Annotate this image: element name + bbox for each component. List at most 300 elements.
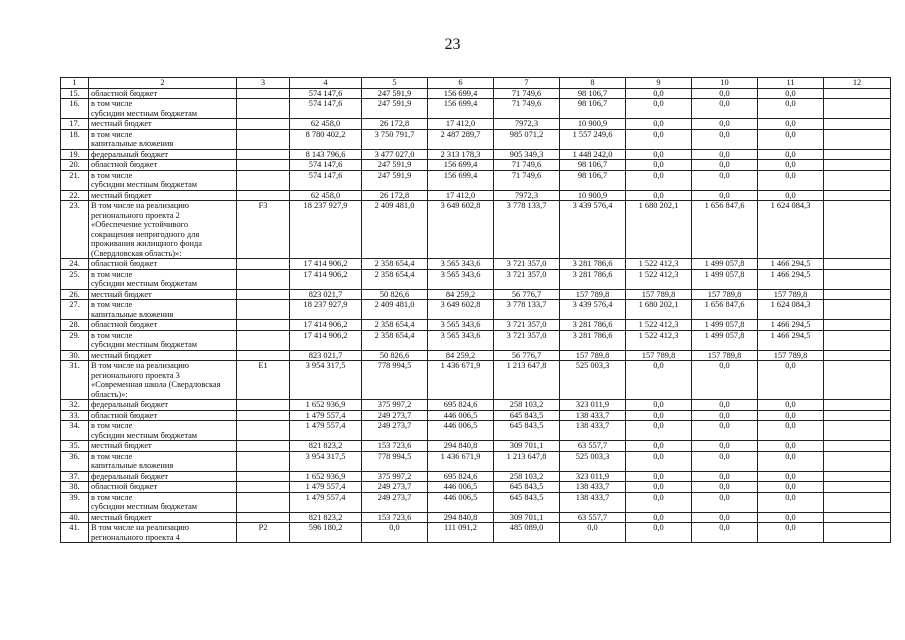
row-value: 3 281 786,6 bbox=[560, 269, 626, 289]
row-value bbox=[824, 289, 891, 300]
row-value: 0,0 bbox=[692, 129, 758, 149]
row-code bbox=[237, 149, 290, 160]
row-value: 258 103,2 bbox=[494, 471, 560, 482]
row-number: 16. bbox=[61, 99, 89, 119]
row-value: 17 414 906,2 bbox=[290, 269, 362, 289]
row-value: 2 487 289,7 bbox=[428, 129, 494, 149]
row-value: 7972,3 bbox=[494, 119, 560, 130]
row-value: 2 409 481,0 bbox=[362, 201, 428, 259]
row-number: 17. bbox=[61, 119, 89, 130]
row-value: 3 565 343,6 bbox=[428, 259, 494, 270]
row-value bbox=[824, 523, 891, 543]
row-value: 0,0 bbox=[626, 190, 692, 201]
row-value bbox=[824, 361, 891, 400]
row-value: 0,0 bbox=[626, 129, 692, 149]
row-value: 157 789,8 bbox=[758, 350, 824, 361]
row-value: 1 522 412,3 bbox=[626, 259, 692, 270]
row-value: 157 789,8 bbox=[626, 350, 692, 361]
row-value: 111 091,2 bbox=[428, 523, 494, 543]
row-value: 0,0 bbox=[626, 441, 692, 452]
row-value: 985 071,2 bbox=[494, 129, 560, 149]
row-value: 0,0 bbox=[758, 441, 824, 452]
row-value: 2 409 481,0 bbox=[362, 300, 428, 320]
row-label: в том числе субсидии местным бюджетам bbox=[89, 170, 237, 190]
row-number: 23. bbox=[61, 201, 89, 259]
row-value: 3 954 317,5 bbox=[290, 451, 362, 471]
row-value: 1 466 294,5 bbox=[758, 320, 824, 331]
table-row bbox=[61, 201, 891, 259]
row-value: 1 479 557,4 bbox=[290, 482, 362, 493]
budget-table bbox=[60, 77, 891, 543]
row-value: 247 591,9 bbox=[362, 99, 428, 119]
row-label: областной бюджет bbox=[89, 160, 237, 171]
row-value: 0,0 bbox=[692, 492, 758, 512]
row-value: 3 721 357,0 bbox=[494, 259, 560, 270]
row-number: 33. bbox=[61, 410, 89, 421]
row-value: 63 557,7 bbox=[560, 512, 626, 523]
row-value: 157 789,8 bbox=[560, 350, 626, 361]
row-value: 905 349,3 bbox=[494, 149, 560, 160]
table-row bbox=[61, 421, 891, 441]
row-value: 0,0 bbox=[758, 451, 824, 471]
row-value: 375 997,2 bbox=[362, 471, 428, 482]
row-value: 0,0 bbox=[692, 523, 758, 543]
row-value: 525 003,3 bbox=[560, 451, 626, 471]
row-value: 525 003,3 bbox=[560, 361, 626, 400]
row-value: 778 994,5 bbox=[362, 361, 428, 400]
row-value: 1 680 202,1 bbox=[626, 201, 692, 259]
row-value: 1 557 249,6 bbox=[560, 129, 626, 149]
row-value: 153 723,6 bbox=[362, 512, 428, 523]
row-value: 71 749,6 bbox=[494, 88, 560, 99]
row-value: 247 591,9 bbox=[362, 88, 428, 99]
row-value: 8 780 402,2 bbox=[290, 129, 362, 149]
row-number: 27. bbox=[61, 300, 89, 320]
row-value: 2 313 178,3 bbox=[428, 149, 494, 160]
row-value: 249 273,7 bbox=[362, 421, 428, 441]
column-header: 3 bbox=[237, 78, 290, 89]
row-number: 28. bbox=[61, 320, 89, 331]
table-row bbox=[61, 190, 891, 201]
row-value: 0,0 bbox=[758, 523, 824, 543]
row-value bbox=[824, 190, 891, 201]
row-value: 323 011,9 bbox=[560, 400, 626, 411]
row-value: 157 789,8 bbox=[560, 289, 626, 300]
row-value: 17 414 906,2 bbox=[290, 320, 362, 331]
row-label: местный бюджет bbox=[89, 190, 237, 201]
row-value: 0,0 bbox=[758, 492, 824, 512]
row-value: 84 259,2 bbox=[428, 289, 494, 300]
row-value: 56 776,7 bbox=[494, 350, 560, 361]
row-value: 0,0 bbox=[758, 129, 824, 149]
table-row bbox=[61, 160, 891, 171]
row-value: 1 479 557,4 bbox=[290, 492, 362, 512]
row-value: 574 147,6 bbox=[290, 170, 362, 190]
row-number: 37. bbox=[61, 471, 89, 482]
row-value: 821 823,2 bbox=[290, 441, 362, 452]
row-value: 17 412,0 bbox=[428, 119, 494, 130]
column-header: 10 bbox=[692, 78, 758, 89]
row-value: 157 789,8 bbox=[692, 289, 758, 300]
table-row bbox=[61, 512, 891, 523]
row-value bbox=[824, 451, 891, 471]
row-code bbox=[237, 492, 290, 512]
row-value bbox=[824, 512, 891, 523]
row-value: 1 624 084,3 bbox=[758, 300, 824, 320]
row-number: 31. bbox=[61, 361, 89, 400]
row-code bbox=[237, 190, 290, 201]
row-value: 84 259,2 bbox=[428, 350, 494, 361]
row-label: в том числе субсидии местным бюджетам bbox=[89, 99, 237, 119]
table-row bbox=[61, 361, 891, 400]
row-value: 98 106,7 bbox=[560, 170, 626, 190]
row-code bbox=[237, 451, 290, 471]
table-row bbox=[61, 289, 891, 300]
row-code: E1 bbox=[237, 361, 290, 400]
row-value: 156 699,4 bbox=[428, 160, 494, 171]
row-value: 3 954 317,5 bbox=[290, 361, 362, 400]
row-value: 0,0 bbox=[626, 471, 692, 482]
table-row bbox=[61, 523, 891, 543]
row-code bbox=[237, 482, 290, 493]
row-value: 1 656 847,6 bbox=[692, 300, 758, 320]
row-value: 1 499 057,8 bbox=[692, 269, 758, 289]
row-value: 50 826,6 bbox=[362, 289, 428, 300]
row-value: 0,0 bbox=[692, 410, 758, 421]
row-value bbox=[824, 300, 891, 320]
column-header: 7 bbox=[494, 78, 560, 89]
row-value: 138 433,7 bbox=[560, 421, 626, 441]
row-value: 1 213 647,8 bbox=[494, 361, 560, 400]
row-value: 645 843,5 bbox=[494, 410, 560, 421]
row-value: 0,0 bbox=[692, 149, 758, 160]
row-label: В том числе на реализацию регионального проекта 2 «Обеспечение устойчивого сокращения непригодного для проживания жилищного фонда (Свердловская область)»: bbox=[89, 201, 237, 259]
row-label: в том числе капитальные вложения bbox=[89, 129, 237, 149]
row-value: 62 458,0 bbox=[290, 119, 362, 130]
table-row bbox=[61, 119, 891, 130]
row-value: 3 778 133,7 bbox=[494, 300, 560, 320]
row-value bbox=[824, 88, 891, 99]
row-value: 0,0 bbox=[626, 149, 692, 160]
row-code bbox=[237, 289, 290, 300]
row-value: 294 840,8 bbox=[428, 512, 494, 523]
row-value: 3 721 357,0 bbox=[494, 320, 560, 331]
row-value: 446 006,5 bbox=[428, 410, 494, 421]
row-value: 645 843,5 bbox=[494, 421, 560, 441]
row-value: 17 412,0 bbox=[428, 190, 494, 201]
row-code bbox=[237, 160, 290, 171]
row-code bbox=[237, 119, 290, 130]
page-number: 23 bbox=[444, 36, 461, 53]
row-value: 0,0 bbox=[758, 410, 824, 421]
row-value: 247 591,9 bbox=[362, 170, 428, 190]
row-value: 0,0 bbox=[692, 512, 758, 523]
row-value: 645 843,5 bbox=[494, 482, 560, 493]
row-value: 1 499 057,8 bbox=[692, 259, 758, 270]
row-value: 17 414 906,2 bbox=[290, 259, 362, 270]
row-value: 0,0 bbox=[758, 190, 824, 201]
row-value: 0,0 bbox=[758, 149, 824, 160]
table-row bbox=[61, 300, 891, 320]
row-code bbox=[237, 512, 290, 523]
row-code bbox=[237, 441, 290, 452]
row-value: 1 652 936,9 bbox=[290, 400, 362, 411]
row-code bbox=[237, 400, 290, 411]
row-value: 1 466 294,5 bbox=[758, 269, 824, 289]
row-value: 26 172,8 bbox=[362, 190, 428, 201]
row-value bbox=[824, 441, 891, 452]
table-row bbox=[61, 400, 891, 411]
row-value: 156 699,4 bbox=[428, 170, 494, 190]
row-value: 0,0 bbox=[626, 523, 692, 543]
row-number: 21. bbox=[61, 170, 89, 190]
row-number: 36. bbox=[61, 451, 89, 471]
column-header: 12 bbox=[824, 78, 891, 89]
row-number: 18. bbox=[61, 129, 89, 149]
row-number: 24. bbox=[61, 259, 89, 270]
row-value: 3 439 576,4 bbox=[560, 201, 626, 259]
row-label: местный бюджет bbox=[89, 350, 237, 361]
row-code bbox=[237, 350, 290, 361]
row-code bbox=[237, 471, 290, 482]
row-label: в том числе капитальные вложения bbox=[89, 300, 237, 320]
row-label: В том числе на реализацию регионального проекта 4 bbox=[89, 523, 237, 543]
header-row bbox=[61, 78, 891, 89]
row-value: 446 006,5 bbox=[428, 482, 494, 493]
row-value: 1 522 412,3 bbox=[626, 330, 692, 350]
row-value: 695 824,6 bbox=[428, 471, 494, 482]
row-value: 0,0 bbox=[758, 99, 824, 119]
column-header: 6 bbox=[428, 78, 494, 89]
row-value: 695 824,6 bbox=[428, 400, 494, 411]
column-header: 5 bbox=[362, 78, 428, 89]
row-value: 0,0 bbox=[692, 441, 758, 452]
row-value: 98 106,7 bbox=[560, 160, 626, 171]
table-row bbox=[61, 269, 891, 289]
row-value: 249 273,7 bbox=[362, 410, 428, 421]
row-value: 1 448 242,0 bbox=[560, 149, 626, 160]
row-value: 3 477 027,0 bbox=[362, 149, 428, 160]
row-value bbox=[824, 259, 891, 270]
row-value bbox=[824, 400, 891, 411]
row-label: федеральный бюджет bbox=[89, 149, 237, 160]
row-value: 0,0 bbox=[758, 400, 824, 411]
row-label: федеральный бюджет bbox=[89, 471, 237, 482]
row-value: 0,0 bbox=[692, 361, 758, 400]
row-value: 2 358 654,4 bbox=[362, 269, 428, 289]
row-value: 0,0 bbox=[692, 451, 758, 471]
row-value: 3 281 786,6 bbox=[560, 320, 626, 331]
row-value bbox=[824, 320, 891, 331]
row-value: 0,0 bbox=[692, 160, 758, 171]
row-value: 1 436 671,9 bbox=[428, 361, 494, 400]
row-number: 19. bbox=[61, 149, 89, 160]
row-value: 446 006,5 bbox=[428, 421, 494, 441]
table-row bbox=[61, 451, 891, 471]
row-value: 1 466 294,5 bbox=[758, 330, 824, 350]
row-code bbox=[237, 269, 290, 289]
row-code bbox=[237, 421, 290, 441]
row-value: 0,0 bbox=[758, 119, 824, 130]
table-row bbox=[61, 259, 891, 270]
row-value bbox=[824, 410, 891, 421]
row-value: 18 237 927,9 bbox=[290, 201, 362, 259]
row-number: 29. bbox=[61, 330, 89, 350]
row-value: 1 479 557,4 bbox=[290, 410, 362, 421]
row-value: 3 750 791,7 bbox=[362, 129, 428, 149]
row-value: 0,0 bbox=[626, 482, 692, 493]
row-code bbox=[237, 99, 290, 119]
row-value: 0,0 bbox=[626, 99, 692, 119]
row-value: 0,0 bbox=[626, 361, 692, 400]
row-number: 34. bbox=[61, 421, 89, 441]
row-value: 0,0 bbox=[626, 410, 692, 421]
row-value: 157 789,8 bbox=[626, 289, 692, 300]
row-value: 3 721 357,0 bbox=[494, 330, 560, 350]
row-value: 2 358 654,4 bbox=[362, 330, 428, 350]
table-row bbox=[61, 330, 891, 350]
row-value: 17 414 906,2 bbox=[290, 330, 362, 350]
row-value: 3 565 343,6 bbox=[428, 320, 494, 331]
row-value: 62 458,0 bbox=[290, 190, 362, 201]
row-label: в том числе субсидии местным бюджетам bbox=[89, 269, 237, 289]
row-value: 0,0 bbox=[692, 471, 758, 482]
row-number: 40. bbox=[61, 512, 89, 523]
column-header: 11 bbox=[758, 78, 824, 89]
row-number: 32. bbox=[61, 400, 89, 411]
row-label: областной бюджет bbox=[89, 410, 237, 421]
row-value bbox=[824, 129, 891, 149]
row-value: 63 557,7 bbox=[560, 441, 626, 452]
row-value bbox=[824, 99, 891, 119]
row-value: 26 172,8 bbox=[362, 119, 428, 130]
row-value: 0,0 bbox=[692, 88, 758, 99]
column-header: 2 bbox=[89, 78, 237, 89]
row-value: 2 358 654,4 bbox=[362, 259, 428, 270]
row-value: 0,0 bbox=[626, 170, 692, 190]
row-label: в том числе субсидии местным бюджетам bbox=[89, 421, 237, 441]
row-value: 574 147,6 bbox=[290, 160, 362, 171]
row-value: 153 723,6 bbox=[362, 441, 428, 452]
row-value: 1 479 557,4 bbox=[290, 421, 362, 441]
row-value bbox=[824, 201, 891, 259]
row-value: 0,0 bbox=[362, 523, 428, 543]
row-number: 41. bbox=[61, 523, 89, 543]
row-value: 3 778 133,7 bbox=[494, 201, 560, 259]
row-number: 35. bbox=[61, 441, 89, 452]
row-number: 39. bbox=[61, 492, 89, 512]
row-number: 25. bbox=[61, 269, 89, 289]
row-code bbox=[237, 410, 290, 421]
row-value: 157 789,8 bbox=[692, 350, 758, 361]
row-value bbox=[824, 471, 891, 482]
row-value: 0,0 bbox=[758, 421, 824, 441]
row-code bbox=[237, 259, 290, 270]
row-value: 0,0 bbox=[758, 512, 824, 523]
row-value: 778 994,5 bbox=[362, 451, 428, 471]
row-value bbox=[824, 170, 891, 190]
row-value: 10 900,9 bbox=[560, 119, 626, 130]
table-row bbox=[61, 441, 891, 452]
row-code bbox=[237, 129, 290, 149]
row-number: 30. bbox=[61, 350, 89, 361]
row-value: 485 089,0 bbox=[494, 523, 560, 543]
row-value: 1 624 084,3 bbox=[758, 201, 824, 259]
row-value: 3 721 357,0 bbox=[494, 269, 560, 289]
table-row bbox=[61, 320, 891, 331]
row-value: 309 701,1 bbox=[494, 441, 560, 452]
row-value: 0,0 bbox=[626, 451, 692, 471]
row-value: 0,0 bbox=[692, 170, 758, 190]
row-value: 7972,3 bbox=[494, 190, 560, 201]
row-value bbox=[824, 421, 891, 441]
row-value: 2 358 654,4 bbox=[362, 320, 428, 331]
table-row bbox=[61, 88, 891, 99]
row-value: 3 649 602,8 bbox=[428, 201, 494, 259]
row-value: 0,0 bbox=[692, 99, 758, 119]
row-value: 823 021,7 bbox=[290, 289, 362, 300]
row-value: 98 106,7 bbox=[560, 88, 626, 99]
table-row bbox=[61, 350, 891, 361]
row-code bbox=[237, 88, 290, 99]
row-value: 0,0 bbox=[692, 400, 758, 411]
row-value bbox=[824, 330, 891, 350]
column-header: 8 bbox=[560, 78, 626, 89]
row-value bbox=[824, 350, 891, 361]
table-row bbox=[61, 471, 891, 482]
row-label: местный бюджет bbox=[89, 119, 237, 130]
row-value: 1 656 847,6 bbox=[692, 201, 758, 259]
row-value: 1 680 202,1 bbox=[626, 300, 692, 320]
table-row bbox=[61, 170, 891, 190]
row-number: 38. bbox=[61, 482, 89, 493]
row-value: 0,0 bbox=[692, 119, 758, 130]
table-row bbox=[61, 149, 891, 160]
row-value: 1 466 294,5 bbox=[758, 259, 824, 270]
table-row bbox=[61, 492, 891, 512]
row-label: в том числе капитальные вложения bbox=[89, 451, 237, 471]
row-value: 156 699,4 bbox=[428, 99, 494, 119]
row-value: 258 103,2 bbox=[494, 400, 560, 411]
row-value: 8 143 796,6 bbox=[290, 149, 362, 160]
row-value: 821 823,2 bbox=[290, 512, 362, 523]
row-value: 1 522 412,3 bbox=[626, 320, 692, 331]
row-label: областной бюджет bbox=[89, 482, 237, 493]
row-value: 1 436 671,9 bbox=[428, 451, 494, 471]
row-value: 157 789,8 bbox=[758, 289, 824, 300]
row-value bbox=[824, 492, 891, 512]
table-row bbox=[61, 410, 891, 421]
row-value: 0,0 bbox=[692, 482, 758, 493]
row-code: P2 bbox=[237, 523, 290, 543]
row-value: 138 433,7 bbox=[560, 482, 626, 493]
row-value: 309 701,1 bbox=[494, 512, 560, 523]
row-value: 0,0 bbox=[758, 170, 824, 190]
row-value bbox=[824, 119, 891, 130]
table-row bbox=[61, 99, 891, 119]
row-value: 138 433,7 bbox=[560, 410, 626, 421]
row-value: 1 213 647,8 bbox=[494, 451, 560, 471]
row-value bbox=[824, 149, 891, 160]
row-value bbox=[824, 482, 891, 493]
row-number: 22. bbox=[61, 190, 89, 201]
row-label: местный бюджет bbox=[89, 512, 237, 523]
row-value: 0,0 bbox=[626, 119, 692, 130]
table-row bbox=[61, 129, 891, 149]
row-value: 0,0 bbox=[626, 88, 692, 99]
row-value: 596 180,2 bbox=[290, 523, 362, 543]
row-label: областной бюджет bbox=[89, 259, 237, 270]
